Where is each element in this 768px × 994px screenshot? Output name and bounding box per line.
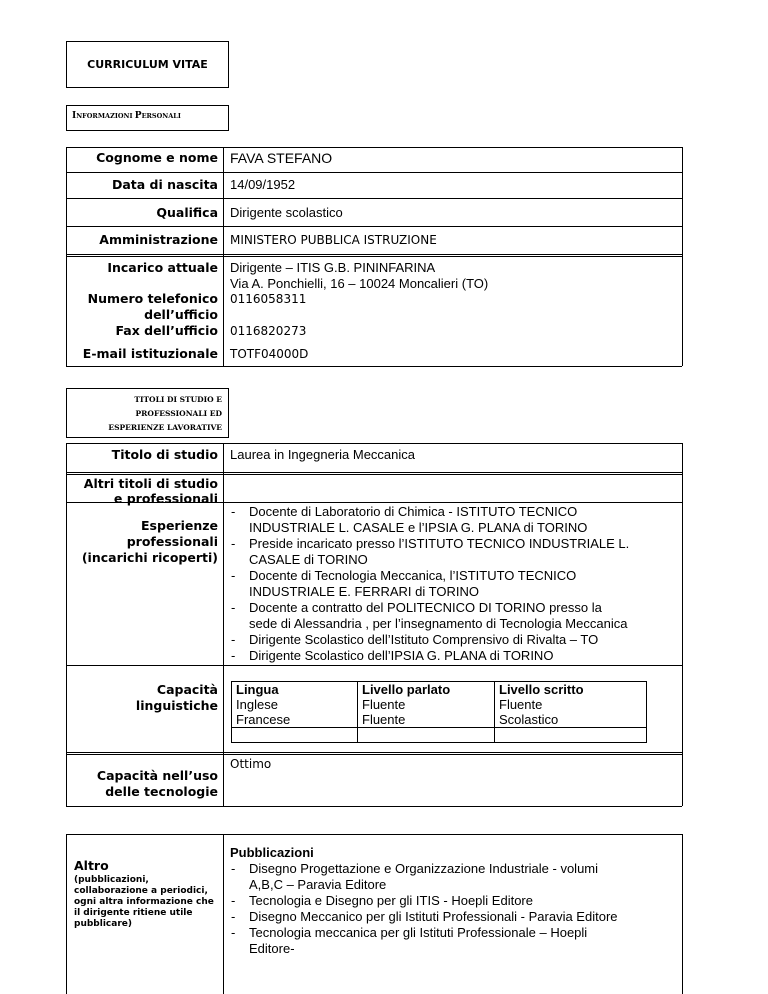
- qualifica-label: Qualifica: [156, 205, 218, 220]
- list-item: - Dirigente Scolastico dell’IPSIA G. PLANA di TORINO: [227, 648, 629, 664]
- pubblicazioni-list: [227, 861, 618, 957]
- titolo-label: Titolo di studio: [111, 447, 218, 462]
- titolo-value: Laurea in Ingegneria Meccanica: [230, 447, 416, 462]
- amministrazione-label: Amministrazione: [99, 232, 218, 247]
- list-item: - Docente di Laboratorio di Chimica - ISTITUTO TECNICO INDUSTRIALE L. CASALE e l’IPSIA G. PLANA di TORINO: [227, 504, 629, 536]
- list-item: - Docente di Tecnologia Meccanica, l’ISTITUTO TECNICO INDUSTRIALE E. FERRARI di TORINO: [227, 568, 629, 600]
- nascita-label: Data di nascita: [111, 177, 218, 192]
- email-value: TOTF04000D: [230, 347, 309, 361]
- table-cell: Fluente: [495, 697, 647, 712]
- table-cell: [495, 728, 647, 743]
- tecnologie-value: Ottimo: [230, 757, 272, 771]
- esperienze-list: [227, 504, 629, 664]
- lingue-label-line2: linguistiche: [135, 698, 218, 713]
- table-cell: Fluente: [358, 697, 495, 712]
- table-cell: [232, 728, 358, 743]
- table-cell: [358, 728, 495, 743]
- col-header-lingua: Lingua: [232, 682, 358, 698]
- fax-label: Fax dell’ufficio: [115, 323, 218, 338]
- section-studies-line3: ESPERIENZE LAVORATIVE: [108, 423, 222, 432]
- telefono-value: 0116058311: [230, 292, 307, 306]
- section-personal-heading: INFORMAZIONI PERSONALI: [66, 105, 229, 131]
- incarico-value-line1: Dirigente – ITIS G.B. PININFARINA: [230, 260, 436, 275]
- email-label: E-mail istituzionale: [82, 346, 218, 361]
- list-item: - Disegno Progettazione e Organizzazione Industriale - volumi A,B,C – Paravia Editore: [227, 861, 618, 893]
- esperienze-label-line3: (incarichi ricoperti): [81, 550, 218, 565]
- list-item: - Dirigente Scolastico dell’Istituto Comprensivo di Rivalta – TO: [227, 632, 629, 648]
- list-item: - Tecnologia e Disegno per gli ITIS - Hoepli Editore: [227, 893, 618, 909]
- altri-titoli-label-line1: Altri titoli di studio: [83, 476, 218, 491]
- table-cell: Scolastico: [495, 712, 647, 728]
- cognome-value: FAVA STEFANO: [230, 150, 333, 166]
- incarico-value-line2: Via A. Ponchielli, 16 – 10024 Moncalieri (TO): [230, 276, 489, 291]
- altro-label-block: [74, 858, 214, 930]
- pubblicazioni-heading: Pubblicazioni: [230, 845, 314, 860]
- telefono-label-line1: Numero telefonico: [87, 291, 218, 306]
- nascita-value: 14/09/1952: [230, 177, 296, 192]
- list-item: - Tecnologia meccanica per gli Istituti Professionale – Hoepli Editore-: [227, 925, 618, 957]
- tecnologie-label-line2: delle tecnologie: [105, 784, 218, 799]
- telefono-label-line2: dell’ufficio: [144, 307, 218, 322]
- section-studies-line2: PROFESSIONALI ED: [135, 409, 222, 418]
- col-header-parlato: Livello parlato: [358, 682, 495, 698]
- esperienze-label-line2: professionali: [126, 534, 218, 549]
- cv-title: CURRICULUM VITAE: [66, 41, 229, 88]
- table-row: [232, 697, 647, 712]
- esperienze-label-line1: Esperienze: [141, 518, 218, 533]
- table-cell: Inglese: [232, 697, 358, 712]
- table-row: [232, 728, 647, 743]
- incarico-label: Incarico attuale: [107, 260, 218, 275]
- fax-value: 0116820273: [230, 324, 307, 338]
- table-row: [232, 712, 647, 728]
- amministrazione-value: MINISTERO PUBBLICA ISTRUZIONE: [230, 233, 437, 247]
- cognome-label: Cognome e nome: [96, 150, 218, 165]
- table-header-row: [232, 682, 647, 698]
- tecnologie-label-line1: Capacità nell’uso: [96, 768, 218, 783]
- qualifica-value: Dirigente scolastico: [230, 205, 343, 220]
- table-cell: Fluente: [358, 712, 495, 728]
- col-header-scritto: Livello scritto: [495, 682, 647, 698]
- altro-sublabel: (pubblicazioni, collaborazione a periodici, ogni altra informazione che il dirigente ritiene utile pubblicare): [74, 875, 214, 929]
- altri-titoli-label-line2: e professionali: [113, 491, 218, 506]
- section-studies-line1: TITOLI DI STUDIO E: [134, 395, 222, 404]
- altro-label: Altro: [74, 858, 109, 873]
- list-item: - Docente a contratto del POLITECNICO DI TORINO presso la sede di Alessandria , per l’insegnamento di Tecnologia Meccanica: [227, 600, 629, 632]
- section-studies-heading: [66, 388, 229, 438]
- list-item: - Disegno Meccanico per gli Istituti Professionali - Paravia Editore: [227, 909, 618, 925]
- lingue-label-line1: Capacità: [156, 682, 218, 697]
- table-cell: Francese: [232, 712, 358, 728]
- languages-table: [231, 681, 647, 743]
- list-item: - Preside incaricato presso l’ISTITUTO TECNICO INDUSTRIALE L. CASALE di TORINO: [227, 536, 629, 568]
